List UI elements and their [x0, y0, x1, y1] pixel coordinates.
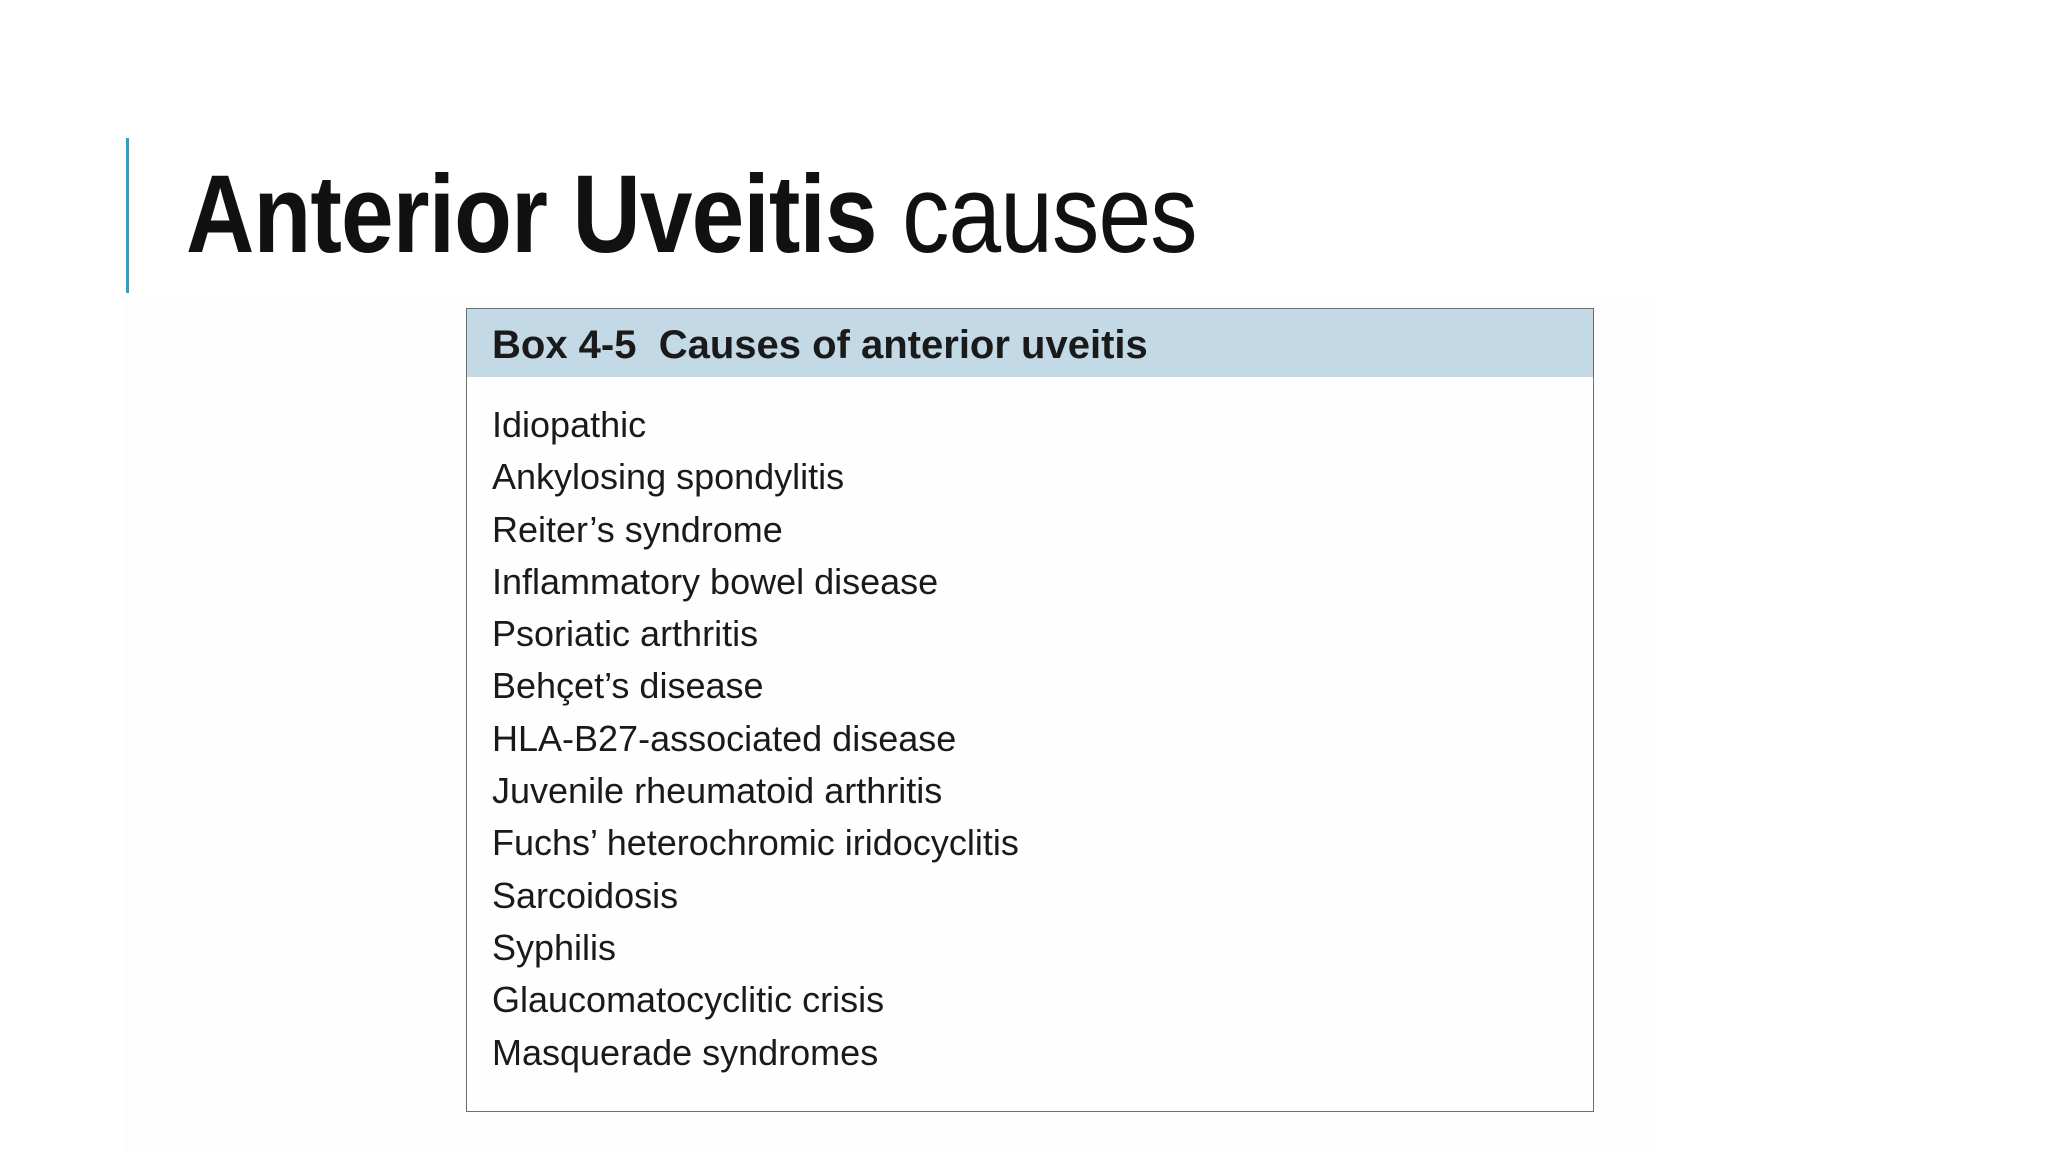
cause-item: Syphilis [492, 926, 617, 968]
slide-title-bold: Anterior Uveitis [186, 153, 877, 276]
cause-item: Sarcoidosis [492, 874, 679, 916]
title-accent-bar [126, 138, 129, 293]
slide-title [186, 150, 1197, 280]
cause-item: Juvenile rheumatoid arthritis [492, 770, 943, 812]
slide-title-light: causes [902, 153, 1197, 276]
cause-list [492, 399, 1019, 1079]
cause-item: Glaucomatocyclitic crisis [492, 979, 885, 1021]
box-header [467, 309, 1593, 377]
cause-item: Fuchs’ heterochromic iridocyclitis [492, 822, 1019, 864]
cause-item: Reiter’s syndrome [492, 508, 783, 550]
box-title: Box 4-5 Causes of anterior uveitis [492, 323, 1148, 367]
cause-item: Masquerade syndromes [492, 1031, 879, 1073]
cause-item: Inflammatory bowel disease [492, 560, 939, 602]
cause-item: HLA-B27-associated disease [492, 717, 957, 759]
cause-item: Psoriatic arthritis [492, 613, 759, 655]
cause-item: Idiopathic [492, 404, 647, 445]
cause-item: Behçet’s disease [492, 665, 764, 707]
causes-box [466, 308, 1594, 1112]
cause-item: Ankylosing spondylitis [492, 456, 845, 498]
